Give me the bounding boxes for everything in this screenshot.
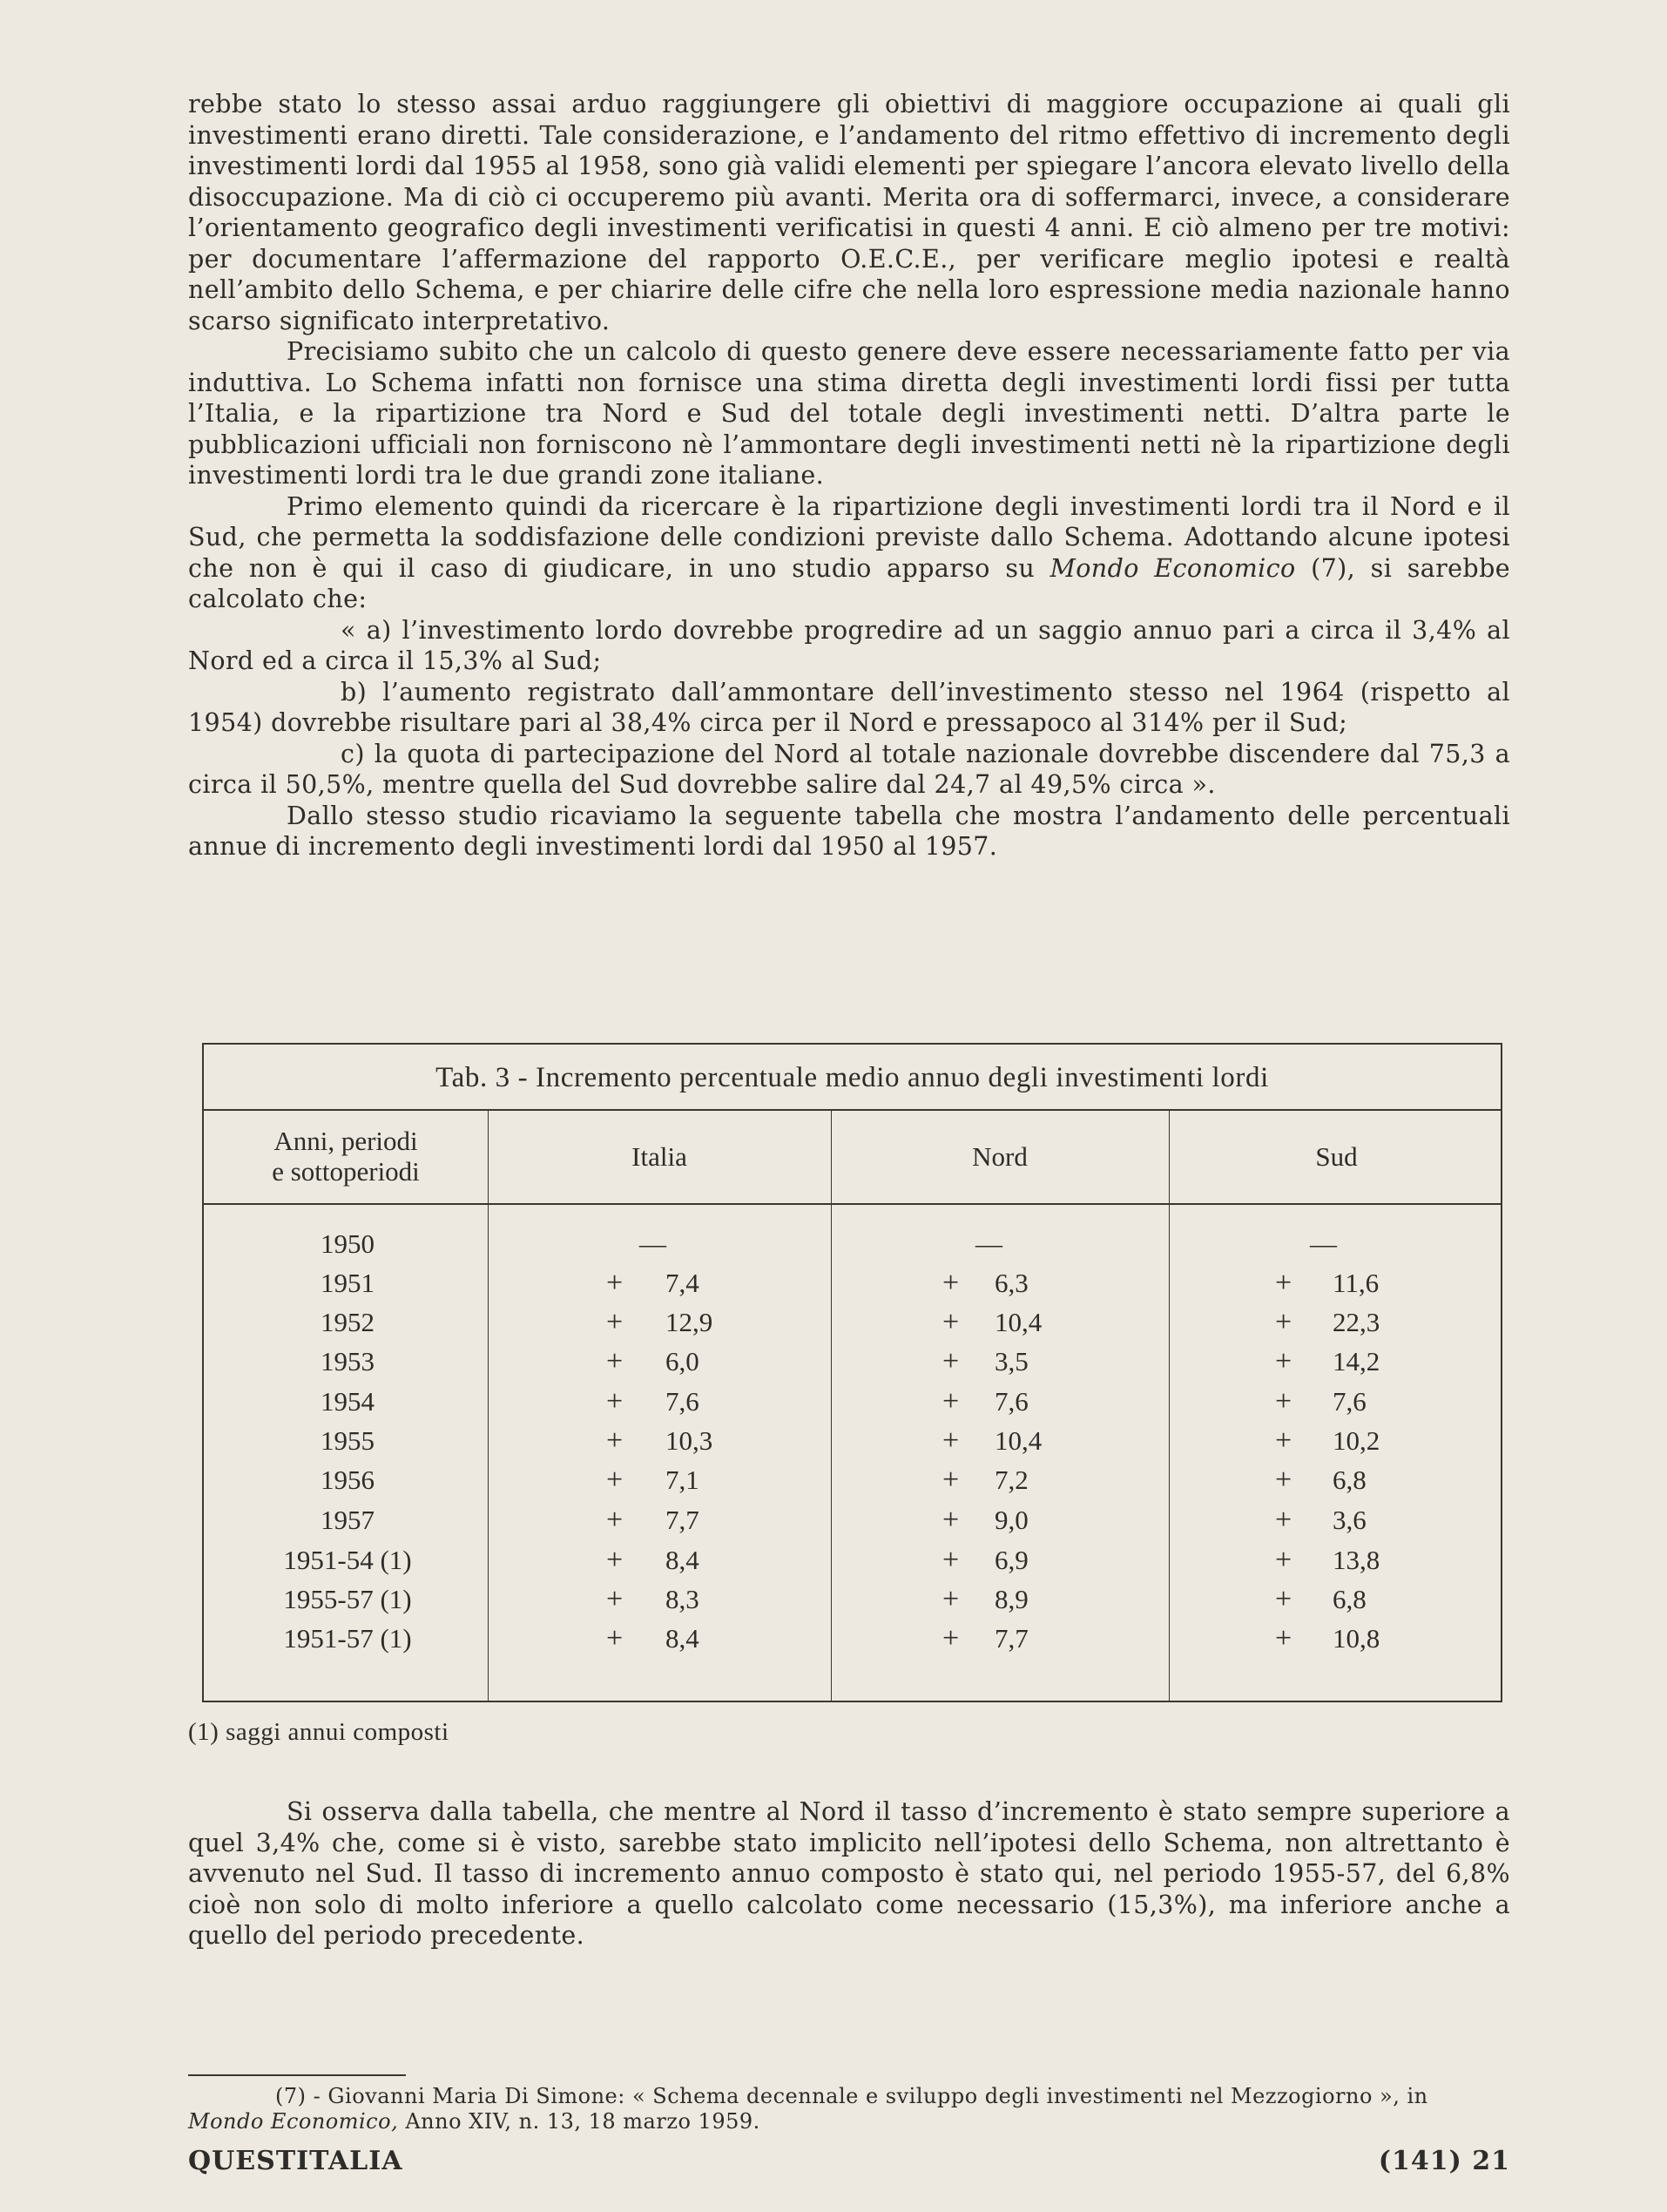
sud-sign: + [1275, 1385, 1292, 1417]
period-cell: 1956 [321, 1465, 375, 1495]
nord-sign: + [942, 1345, 960, 1377]
italia-value: 8,3 [665, 1584, 699, 1614]
italia-value: 7,4 [665, 1268, 699, 1298]
footnote-rule [188, 2074, 406, 2076]
italia-sign: + [606, 1345, 624, 1377]
table-note: (1) saggi annui composti [188, 1718, 449, 1746]
paragraph-3 [188, 491, 1510, 615]
footnote [188, 2084, 1510, 2134]
sud-value: 11,6 [1333, 1268, 1380, 1298]
table-row [204, 1542, 1501, 1579]
nord-value: 10,4 [995, 1307, 1043, 1337]
period-cell: 1951-54 (1) [283, 1545, 412, 1575]
nord-value: 7,7 [995, 1623, 1029, 1654]
nord-sign: + [942, 1544, 960, 1576]
sud-value: 13,8 [1333, 1545, 1380, 1575]
paragraph-1: rebbe stato lo stesso assai arduo raggiungere gli obiettivi di maggiore occupazione ai quali gli investimenti erano diretti. Tale considerazione, e l’andamento del ritmo effettivo di incremento degli investimenti lordi dal 1955 al 1958, sono già validi elementi per spiegare l’ancora elevato livello della disoccupazione. Ma di ciò ci occuperemo più avanti. Merita ora di soffermarci, invece, a considerare l’orientamento geografico degli investimenti verificatisi in questi 4 anni. E ciò almeno per tre motivi: per documentare l’affermazione del rapporto O.E.C.E., per verificare meglio ipotesi e realtà nell’ambito dello Schema, e per chiarire delle cifre che nella loro espressione media nazionale hanno scarso significato interpretativo. [188, 90, 1510, 335]
paragraph-4: Dallo stesso studio ricaviamo la seguente tabella che mostra l’andamento delle percentuali annue di incremento degli investimenti lordi dal 1950 al 1957. [188, 801, 1510, 861]
nord-sign: + [942, 1306, 960, 1338]
sud-sign: + [1275, 1544, 1292, 1576]
sud-value: 22,3 [1333, 1307, 1380, 1337]
sud-sign: + [1275, 1267, 1292, 1299]
paragraph-2: Precisiamo subito che un calcolo di questo genere deve essere necessariamente fatto per via induttiva. Lo Schema infatti non fornisce una stima diretta degli investimenti lordi fissi per tutta l’Italia, e la ripartizione tra Nord e Sud del totale degli investimenti netti. D’altra parte le pubblicazioni ufficiali non forniscono nè l’ammontare degli investimenti netti nè la ripartizione degli investimenti lordi tra le due grandi zone italiane. [188, 337, 1510, 490]
period-cell: 1951 [321, 1268, 375, 1298]
period-cell: 1957 [321, 1505, 375, 1535]
footnote-end: Anno XIV, n. 13, 18 marzo 1959. [398, 2109, 760, 2134]
column-header-period-line2: e sottoperiodi [272, 1156, 420, 1187]
nord-sign: + [942, 1267, 960, 1299]
sud-sign: + [1275, 1504, 1292, 1536]
italia-sign: + [606, 1306, 624, 1338]
table-row [204, 1343, 1501, 1380]
footnote-journal: Mondo Economico, [188, 2109, 399, 2134]
data-table [202, 1043, 1502, 1702]
italia-value: 6,0 [665, 1346, 699, 1377]
paragraph-3-journal: Mondo Economico [1049, 553, 1296, 583]
nord-value: 7,2 [995, 1465, 1029, 1495]
nord-value: 6,3 [995, 1268, 1029, 1298]
sud-value: 10,2 [1333, 1425, 1380, 1456]
sud-sign: + [1275, 1464, 1292, 1496]
table-row [204, 1265, 1501, 1302]
sud-value: 3,6 [1333, 1505, 1367, 1535]
sud-value: 10,8 [1333, 1623, 1380, 1654]
italia-value: 8,4 [665, 1623, 699, 1654]
table-row [204, 1620, 1501, 1657]
sud-value: 6,8 [1333, 1584, 1367, 1614]
table-row [204, 1226, 1501, 1262]
sud-sign: + [1275, 1424, 1292, 1457]
italia-sign: + [606, 1267, 624, 1299]
table-row [204, 1462, 1501, 1498]
sud-value: 14,2 [1333, 1346, 1380, 1377]
table-row [204, 1304, 1501, 1341]
period-cell: 1950 [321, 1228, 375, 1259]
paragraph-3-text: Primo elemento quindi da ricercare è la ripartizione degli investimenti lordi tra il Nord e il Sud, che permetta la soddisfazione delle condizioni previste dallo Schema. Adottando alcune ipotesi che non è qui il caso di giudicare, in uno studio apparso su [188, 491, 1510, 583]
sud-value: 7,6 [1333, 1386, 1367, 1417]
italia-value: 7,7 [665, 1505, 699, 1535]
period-cell: 1953 [321, 1346, 375, 1377]
sud-dash: — [1310, 1228, 1337, 1259]
footnote-text: (7) - Giovanni Maria Di Simone: « Schema decennale e sviluppo degli investimenti nel Mezzogiorno », in [275, 2084, 1428, 2108]
table-header-rule [204, 1203, 1501, 1205]
period-cell: 1951-57 (1) [283, 1623, 412, 1654]
nord-value: 9,0 [995, 1505, 1029, 1535]
body-text-bottom [188, 1796, 1510, 1952]
column-header-sud: Sud [1315, 1140, 1358, 1172]
table-row [204, 1423, 1501, 1459]
italia-sign: + [606, 1544, 624, 1576]
column-header-nord: Nord [972, 1140, 1028, 1172]
nord-sign: + [942, 1583, 960, 1615]
paragraph-5: Si osserva dalla tabella, che mentre al Nord il tasso d’incremento è stato sempre superiore a quel 3,4% che, come si è visto, sarebbe stato implicito nell’ipotesi dello Schema, non altrettanto è avvenuto nel Sud. Il tasso di incremento annuo composto è stato qui, nel periodo 1955-57, del 6,8% cioè non solo di molto inferiore a quello calcolato come necessario (15,3%), ma inferiore anche a quello del periodo precedente. [188, 1797, 1510, 1950]
nord-value: 10,4 [995, 1425, 1043, 1456]
italia-sign: + [606, 1424, 624, 1457]
period-cell: 1955 [321, 1425, 375, 1456]
nord-value: 8,9 [995, 1584, 1029, 1614]
sud-sign: + [1275, 1345, 1292, 1377]
nord-sign: + [942, 1464, 960, 1496]
italia-value: 7,1 [665, 1465, 699, 1495]
nord-value: 7,6 [995, 1386, 1029, 1417]
table-row [204, 1383, 1501, 1420]
period-cell: 1954 [321, 1386, 375, 1417]
sud-value: 6,8 [1333, 1465, 1367, 1495]
sud-sign: + [1275, 1583, 1292, 1615]
quote-item-c: c) la quota di partecipazione del Nord al totale nazionale dovrebbe discendere dal 75,3 a circa il 50,5%, mentre quella del Sud dovrebbe salire dal 24,7 al 49,5% circa ». [188, 739, 1510, 799]
period-cell: 1952 [321, 1307, 375, 1337]
table-caption: Tab. 3 - Incremento percentuale medio annuo degli investimenti lordi [435, 1062, 1269, 1093]
nord-dash: — [975, 1228, 1002, 1259]
period-cell: 1955-57 (1) [283, 1584, 412, 1614]
column-header-period [204, 1109, 488, 1203]
quote-item-b: b) l’aumento registrato dall’ammontare dell’investimento stesso nel 1964 (rispetto al 1954) dovrebbe risultare pari al 38,4% circa per il Nord e pressapoco al 314% per il Sud; [188, 677, 1510, 737]
footer-page-number: (141) 21 [1378, 2146, 1510, 2176]
nord-sign: + [942, 1424, 960, 1457]
column-header-italia: Italia [631, 1140, 687, 1172]
italia-sign: + [606, 1622, 624, 1654]
italia-value: 12,9 [665, 1307, 713, 1337]
nord-sign: + [942, 1385, 960, 1417]
footer-publication: QUESTITALIA [188, 2146, 403, 2176]
body-text-top [188, 89, 1510, 862]
italia-value: 8,4 [665, 1545, 699, 1575]
paragraph-3-end: (7), si sarebbe calcolato che: [188, 553, 1510, 613]
quote-item-a: « a) l’investimento lordo dovrebbe progredire ad un saggio annuo pari a circa il 3,4% al Nord ed a circa il 15,3% al Sud; [188, 615, 1510, 675]
italia-dash: — [639, 1228, 666, 1259]
italia-value: 7,6 [665, 1386, 699, 1417]
table-row [204, 1502, 1501, 1539]
sud-sign: + [1275, 1622, 1292, 1654]
column-header-period-line1: Anni, periodi [273, 1126, 418, 1156]
sud-sign: + [1275, 1306, 1292, 1338]
italia-sign: + [606, 1385, 624, 1417]
italia-sign: + [606, 1583, 624, 1615]
italia-value: 10,3 [665, 1425, 713, 1456]
italia-sign: + [606, 1464, 624, 1496]
nord-sign: + [942, 1504, 960, 1536]
italia-sign: + [606, 1504, 624, 1536]
nord-value: 3,5 [995, 1346, 1029, 1377]
nord-value: 6,9 [995, 1545, 1029, 1575]
nord-sign: + [942, 1622, 960, 1654]
table-row [204, 1581, 1501, 1618]
